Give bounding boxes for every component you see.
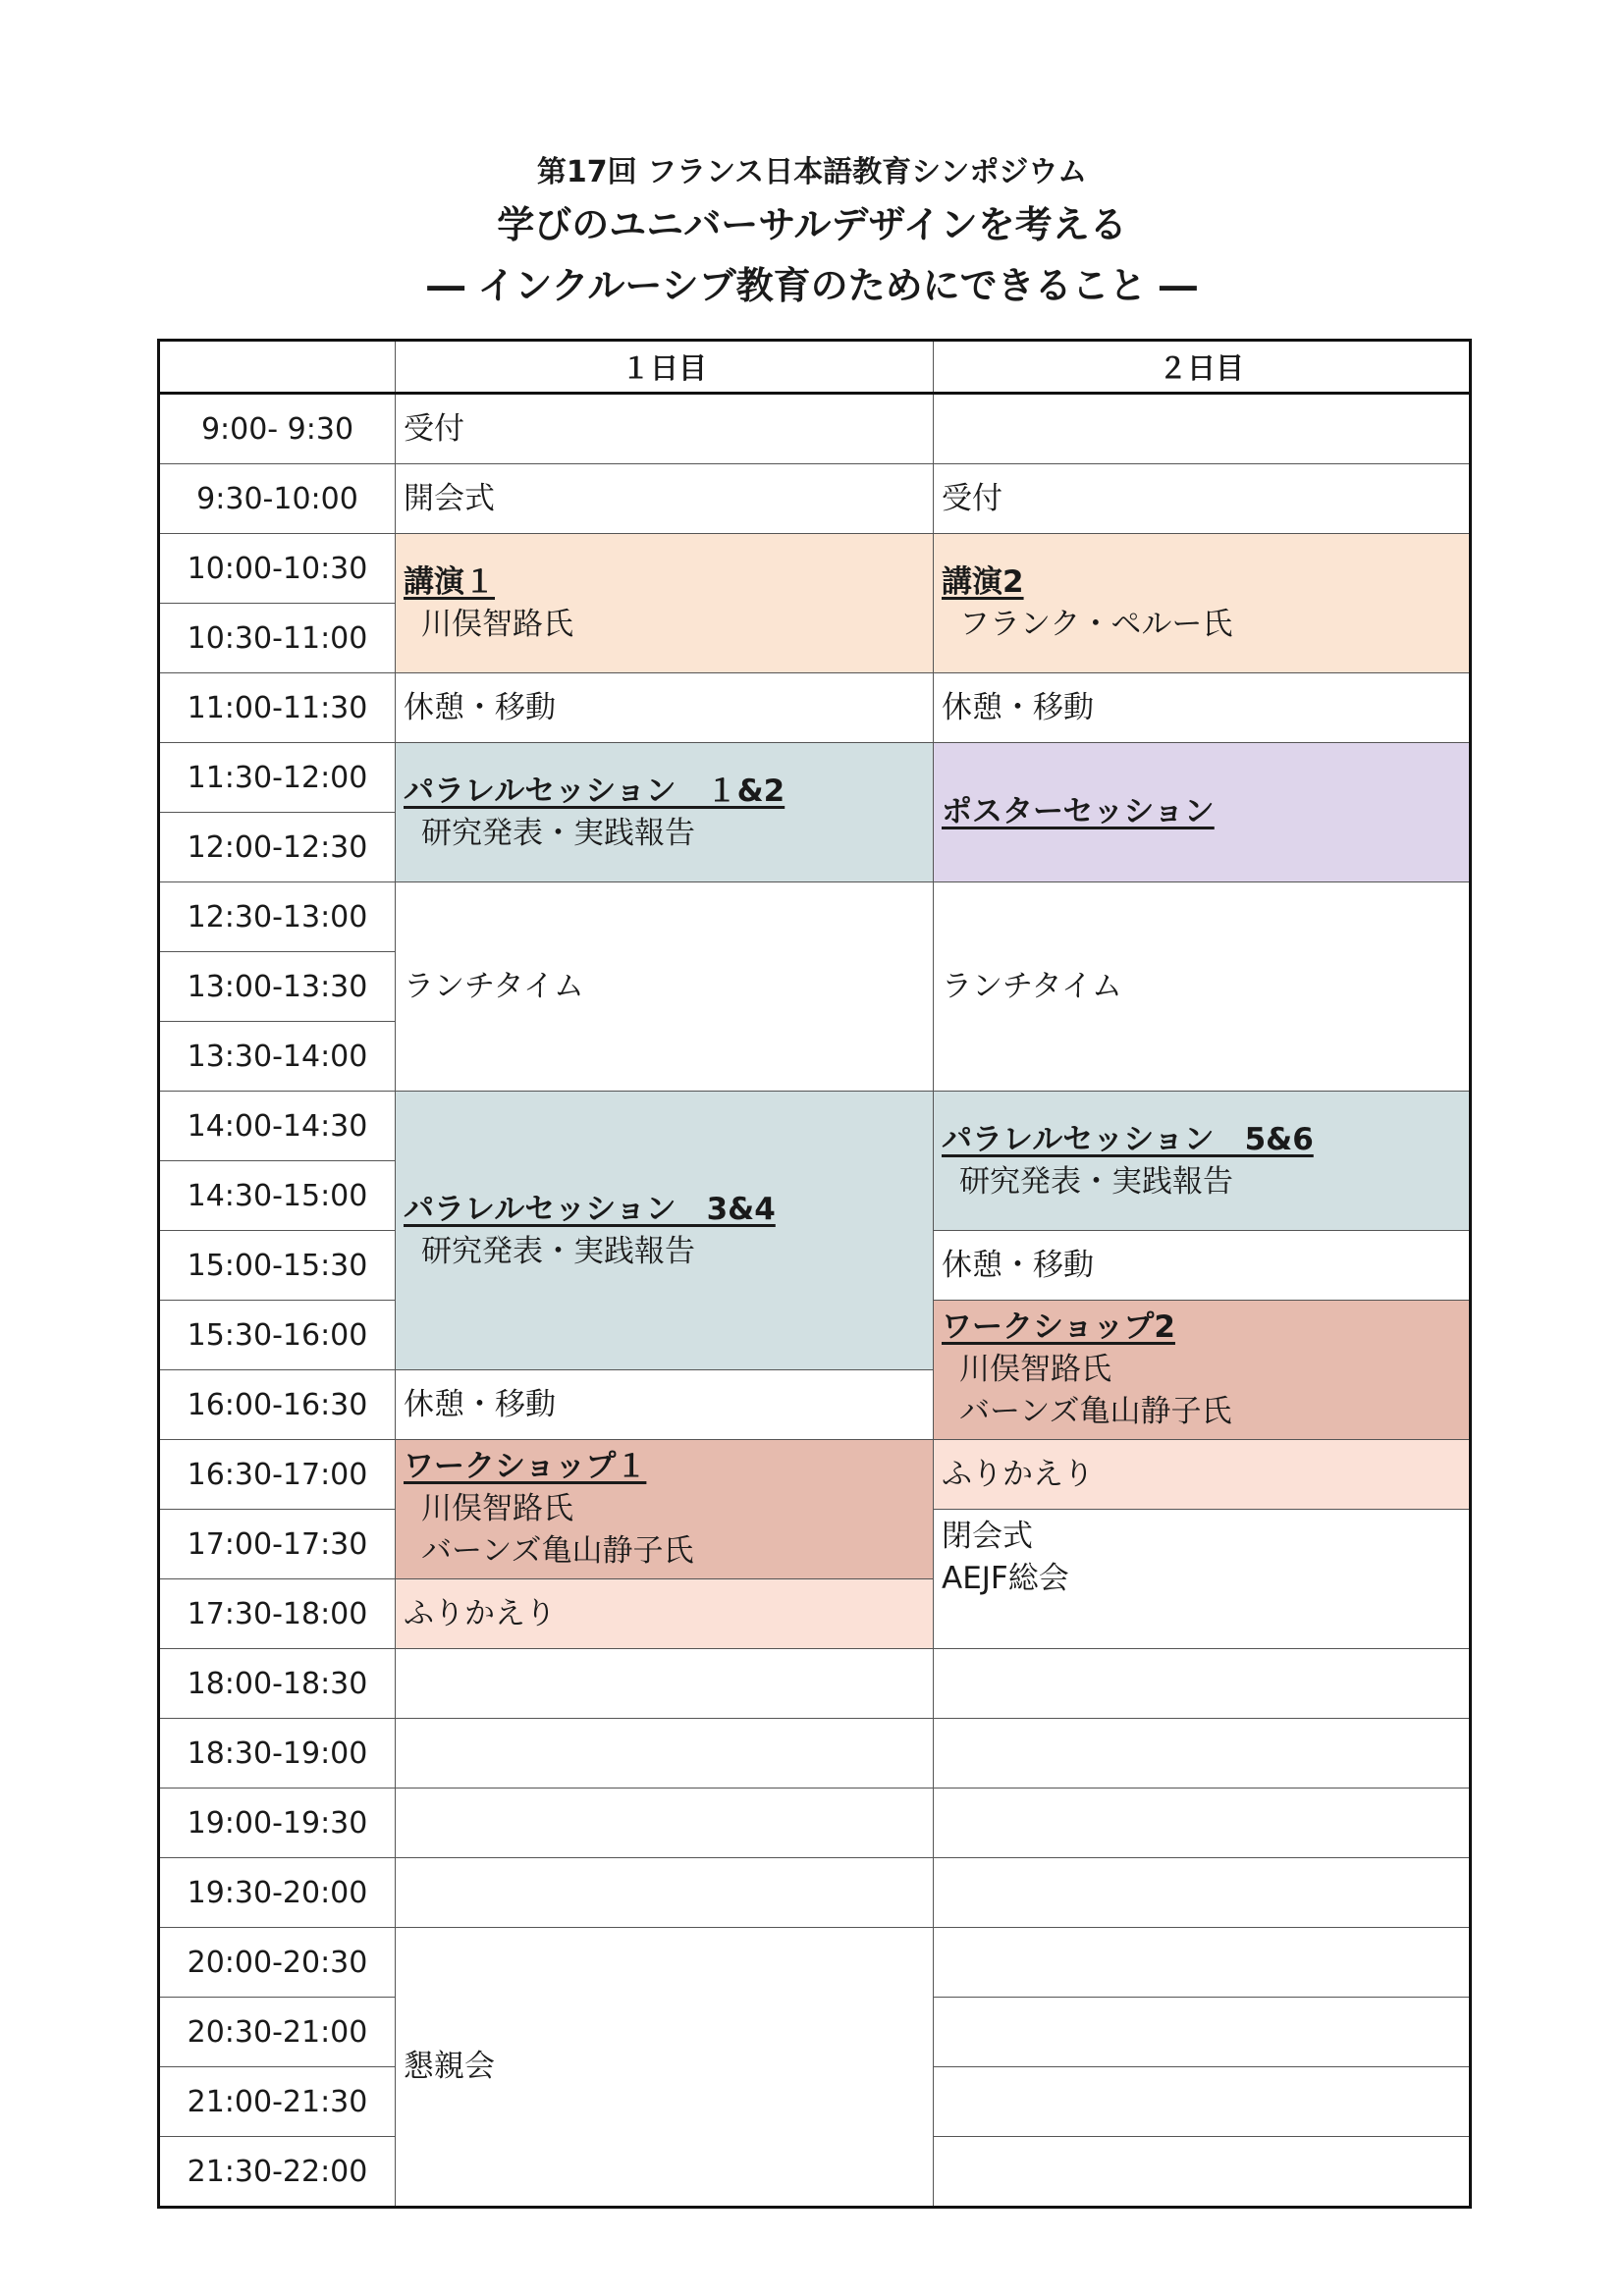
time-slot: 20:00-20:30 (159, 1928, 396, 1998)
time-slot: 9:00- 9:30 (159, 394, 396, 464)
time-slot: 21:30-22:00 (159, 2137, 396, 2208)
day1-break2-cell (396, 1370, 934, 1440)
day2-break2: 休憩・移動 (942, 1247, 1094, 1283)
time-slot: 17:00-17:30 (159, 1510, 396, 1579)
time-slot: 20:30-21:00 (159, 1998, 396, 2067)
day1-lunch: ランチタイム (404, 968, 584, 1004)
time-slot: 13:30-14:00 (159, 1022, 396, 1092)
symposium-theme-title: 学びのユニバーサルデザインを考える (497, 203, 1127, 246)
lecture2-speaker: フランク・ペルー氏 (959, 606, 1233, 642)
day2-poster-cell (934, 743, 1471, 882)
parallel56-title: パラレルセッション 5&6 (942, 1121, 1314, 1157)
table-row (159, 882, 1471, 952)
day2-break2-cell (934, 1231, 1471, 1301)
table-row (159, 673, 1471, 743)
day2-empty-cell (934, 1789, 1471, 1858)
table-row (159, 1858, 1471, 1928)
day2-empty-cell (934, 2137, 1471, 2208)
time-slot: 11:00-11:30 (159, 673, 396, 743)
day1-break2: 休憩・移動 (404, 1386, 556, 1422)
day2-empty-cell (934, 1858, 1471, 1928)
lecture1-title: 講演１ (404, 563, 495, 600)
day1-lunch-cell (396, 882, 934, 1092)
time-slot: 14:00-14:30 (159, 1092, 396, 1161)
time-slot: 18:30-19:00 (159, 1719, 396, 1789)
day1-empty-cell (396, 1719, 934, 1789)
time-slot: 18:00-18:30 (159, 1649, 396, 1719)
day2-column-header: ２日目 (934, 341, 1471, 394)
parallel34-subtitle: 研究発表・実践報告 (421, 1233, 695, 1269)
time-slot: 15:00-15:30 (159, 1231, 396, 1301)
parallel12-subtitle: 研究発表・実践報告 (421, 815, 695, 851)
day2-empty-cell (934, 1649, 1471, 1719)
table-row (159, 1440, 1471, 1510)
table-row (159, 1649, 1471, 1719)
parallel56-subtitle: 研究発表・実践報告 (959, 1163, 1233, 1200)
table-row (159, 743, 1471, 813)
day2-empty-cell (934, 1719, 1471, 1789)
time-slot: 10:00-10:30 (159, 534, 396, 604)
schedule-table (157, 339, 1472, 2209)
day1-opening-cell (396, 464, 934, 534)
time-slot: 19:00-19:30 (159, 1789, 396, 1858)
day1-empty-cell (396, 1789, 934, 1858)
lecture2-title: 講演2 (942, 563, 1024, 600)
time-slot: 13:00-13:30 (159, 952, 396, 1022)
table-row (159, 394, 1471, 464)
reception-party: 懇親会 (404, 2049, 495, 2084)
time-slot: 9:30-10:00 (159, 464, 396, 534)
day2-reflection: ふりかえり (942, 1456, 1094, 1492)
day2-empty-cell (934, 2067, 1471, 2137)
day1-party-cell (396, 1928, 934, 2208)
table-row (159, 1789, 1471, 1858)
table-row (159, 1928, 1471, 1998)
time-slot: 17:30-18:00 (159, 1579, 396, 1649)
symposium-edition-title: 第17回 フランス日本語教育シンポジウム (536, 155, 1088, 189)
day1-empty-cell (396, 1649, 934, 1719)
day2-reception: 受付 (942, 480, 1002, 516)
day1-reflection: ふりかえり (404, 1595, 556, 1631)
day2-break1: 休憩・移動 (942, 689, 1094, 725)
time-slot: 11:30-12:00 (159, 743, 396, 813)
aejf-general-meeting: AEJF総会 (942, 1561, 1069, 1596)
day2-lunch-cell (934, 882, 1471, 1092)
time-slot: 12:00-12:30 (159, 813, 396, 882)
lecture1-speaker: 川俣智路氏 (421, 606, 573, 642)
day1-parallel12-cell (396, 743, 934, 882)
day1-opening-ceremony: 開会式 (404, 480, 495, 516)
day2-lecture2-cell (934, 534, 1471, 673)
day2-reflection-cell (934, 1440, 1471, 1510)
day2-reception-cell (934, 464, 1471, 534)
day1-reception-cell (396, 394, 934, 464)
time-column-header (159, 341, 396, 394)
day1-column-header: １日目 (396, 341, 934, 394)
time-slot: 19:30-20:00 (159, 1858, 396, 1928)
day1-workshop1-cell (396, 1440, 934, 1579)
workshop2-speaker2: バーンズ亀山静子氏 (959, 1394, 1232, 1429)
table-row (159, 1092, 1471, 1161)
day1-break1: 休憩・移動 (404, 689, 556, 725)
workshop2-speaker1: 川俣智路氏 (959, 1352, 1111, 1387)
symposium-subtitle: ― インクルーシブ教育のためにできること ― (427, 264, 1197, 307)
day1-parallel34-cell (396, 1092, 934, 1370)
day1-lecture1-cell (396, 534, 934, 673)
closing-ceremony: 閉会式 (942, 1519, 1033, 1554)
time-slot: 14:30-15:00 (159, 1161, 396, 1231)
time-slot: 12:30-13:00 (159, 882, 396, 952)
parallel34-title: パラレルセッション 3&4 (404, 1191, 776, 1227)
workshop1-speaker1: 川俣智路氏 (421, 1491, 573, 1526)
table-header-row (159, 341, 1471, 394)
day2-parallel56-cell (934, 1092, 1471, 1231)
day2-closing-cell (934, 1510, 1471, 1649)
day2-break1-cell (934, 673, 1471, 743)
day1-break1-cell (396, 673, 934, 743)
parallel12-title: パラレルセッション １&2 (404, 773, 785, 809)
table-row (159, 1719, 1471, 1789)
time-slot: 16:30-17:00 (159, 1440, 396, 1510)
day2-empty-cell (934, 1998, 1471, 2067)
workshop1-title: ワークショップ１ (404, 1449, 647, 1484)
time-slot: 16:00-16:30 (159, 1370, 396, 1440)
poster-session-title: ポスターセッション (942, 794, 1215, 829)
time-slot: 10:30-11:00 (159, 604, 396, 673)
day2-empty-cell (934, 1928, 1471, 1998)
workshop1-speaker2: バーンズ亀山静子氏 (421, 1533, 694, 1569)
time-slot: 15:30-16:00 (159, 1301, 396, 1370)
table-row (159, 534, 1471, 604)
day2-empty-cell (934, 394, 1471, 464)
time-slot: 21:00-21:30 (159, 2067, 396, 2137)
day2-lunch: ランチタイム (942, 968, 1122, 1004)
day2-workshop2-cell (934, 1301, 1471, 1440)
day1-empty-cell (396, 1858, 934, 1928)
table-row (159, 464, 1471, 534)
day1-reflection-cell (396, 1579, 934, 1649)
workshop2-title: ワークショップ2 (942, 1309, 1175, 1345)
day1-reception: 受付 (404, 410, 464, 447)
